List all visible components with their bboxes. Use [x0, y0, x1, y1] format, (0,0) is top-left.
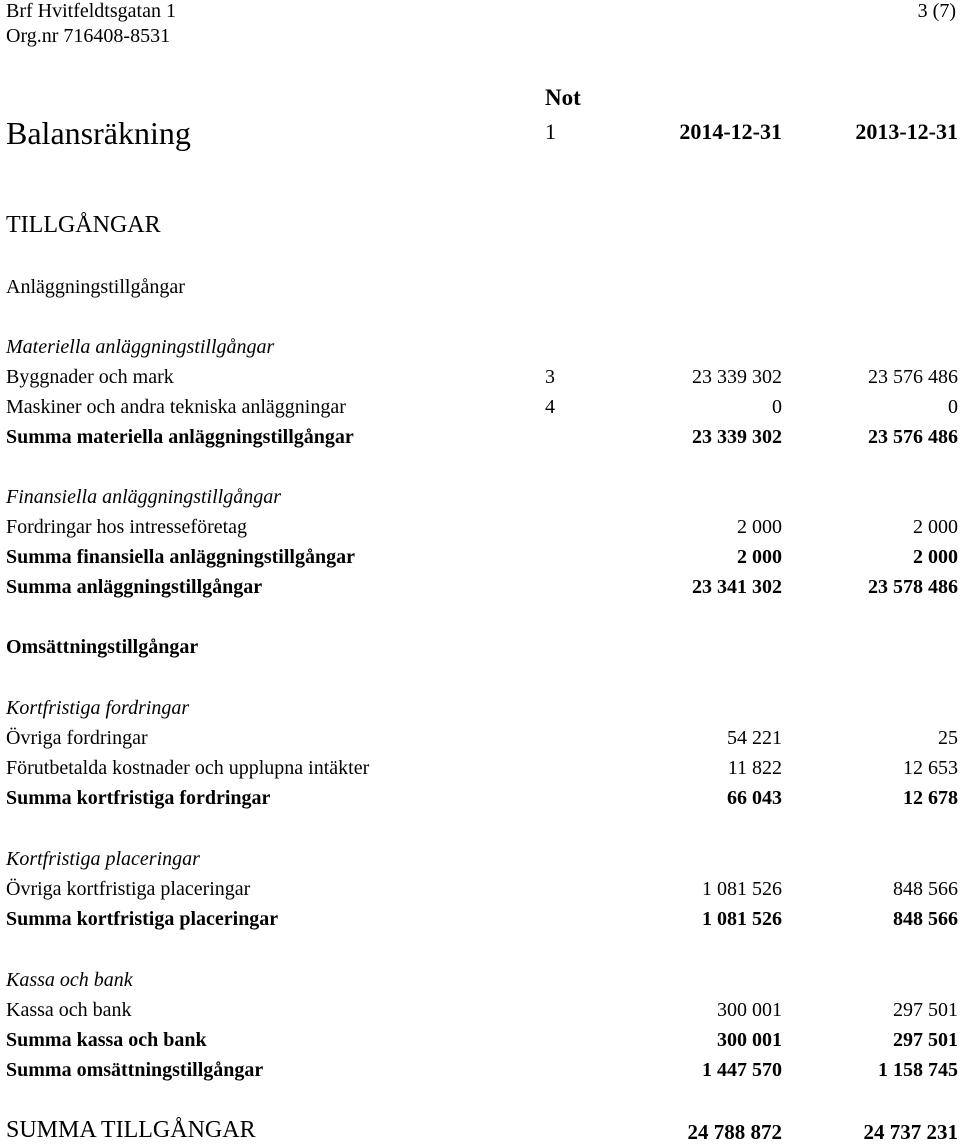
fixed-assets-heading: Anläggningstillgångar [6, 276, 185, 298]
sum-value-2014: 300 001 [717, 1029, 782, 1051]
row-value-2014: 23 339 302 [692, 366, 782, 388]
total-value-2014: 1 447 570 [702, 1059, 782, 1081]
row-value-2013: 0 [948, 396, 958, 418]
investments-heading: Kortfristiga placeringar [6, 848, 200, 870]
sum-value-2014: 66 043 [727, 787, 782, 809]
organization-name: Brf Hvitfeldtsgatan 1 [6, 0, 176, 22]
sum-row-label: Summa kortfristiga placeringar [6, 908, 279, 930]
row-label: Övriga kortfristiga placeringar [6, 878, 251, 900]
financial-assets-heading: Finansiella anläggningstillgångar [6, 486, 282, 508]
sum-value-2013: 848 566 [893, 908, 958, 930]
sum-row-label: Summa finansiella anläggningstillgångar [6, 546, 355, 568]
row-label: Övriga fordringar [6, 727, 148, 749]
grand-total-value-2014: 24 788 872 [687, 1120, 782, 1144]
grand-total-value-2013: 24 737 231 [863, 1120, 958, 1144]
sum-value-2014: 1 081 526 [702, 908, 782, 930]
row-label: Kassa och bank [6, 999, 132, 1021]
grand-total-label: SUMMA TILLGÅNGAR [6, 1117, 256, 1143]
row-value-2013: 848 566 [893, 878, 958, 900]
row-value-2013: 23 576 486 [868, 366, 958, 388]
row-note: 4 [545, 396, 555, 418]
row-value-2013: 297 501 [893, 999, 958, 1021]
row-value-2013: 2 000 [913, 516, 958, 538]
sum-value-2013: 2 000 [913, 546, 958, 568]
row-value-2013: 12 653 [903, 757, 958, 779]
note-reference: 1 [545, 119, 556, 144]
row-value-2014: 54 221 [727, 727, 782, 749]
row-label: Förutbetalda kostnader och upplupna intäkter [6, 757, 370, 779]
sum-value-2014: 23 339 302 [692, 426, 782, 448]
total-value-2014: 23 341 302 [692, 576, 782, 598]
row-note: 3 [545, 366, 555, 388]
row-label: Fordringar hos intresseföretag [6, 516, 248, 538]
year-column-2013: 2013-12-31 [855, 119, 958, 144]
row-value-2013: 25 [938, 727, 958, 749]
tangible-assets-heading: Materiella anläggningstillgångar [6, 336, 275, 358]
sum-value-2013: 297 501 [893, 1029, 958, 1051]
row-value-2014: 0 [772, 396, 782, 418]
sum-value-2013: 23 576 486 [868, 426, 958, 448]
row-value-2014: 300 001 [717, 999, 782, 1021]
sum-value-2014: 2 000 [737, 546, 782, 568]
row-value-2014: 1 081 526 [702, 878, 782, 900]
page-number: 3 (7) [917, 0, 956, 22]
row-value-2014: 2 000 [737, 516, 782, 538]
total-row-label: Summa anläggningstillgångar [6, 576, 263, 598]
sum-row-label: Summa materiella anläggningstillgångar [6, 426, 354, 448]
organization-number: Org.nr 716408-8531 [6, 25, 171, 47]
year-column-2014: 2014-12-31 [679, 119, 782, 144]
row-value-2014: 11 822 [727, 757, 782, 779]
section-heading-assets: TILLGÅNGAR [6, 212, 161, 238]
total-value-2013: 23 578 486 [868, 576, 958, 598]
row-label: Byggnader och mark [6, 366, 174, 388]
sum-row-label: Summa kortfristiga fordringar [6, 787, 271, 809]
receivables-heading: Kortfristiga fordringar [6, 697, 190, 719]
sum-row-label: Summa kassa och bank [6, 1029, 207, 1051]
current-assets-heading: Omsättningstillgångar [6, 636, 199, 658]
total-row-label: Summa omsättningstillgångar [6, 1059, 264, 1081]
cash-heading: Kassa och bank [6, 969, 133, 991]
sum-value-2013: 12 678 [903, 787, 958, 809]
row-label: Maskiner och andra tekniska anläggningar [6, 396, 346, 418]
total-value-2013: 1 158 745 [878, 1059, 958, 1081]
note-column-header: Not [545, 85, 581, 110]
page-title: Balansräkning [6, 115, 191, 151]
